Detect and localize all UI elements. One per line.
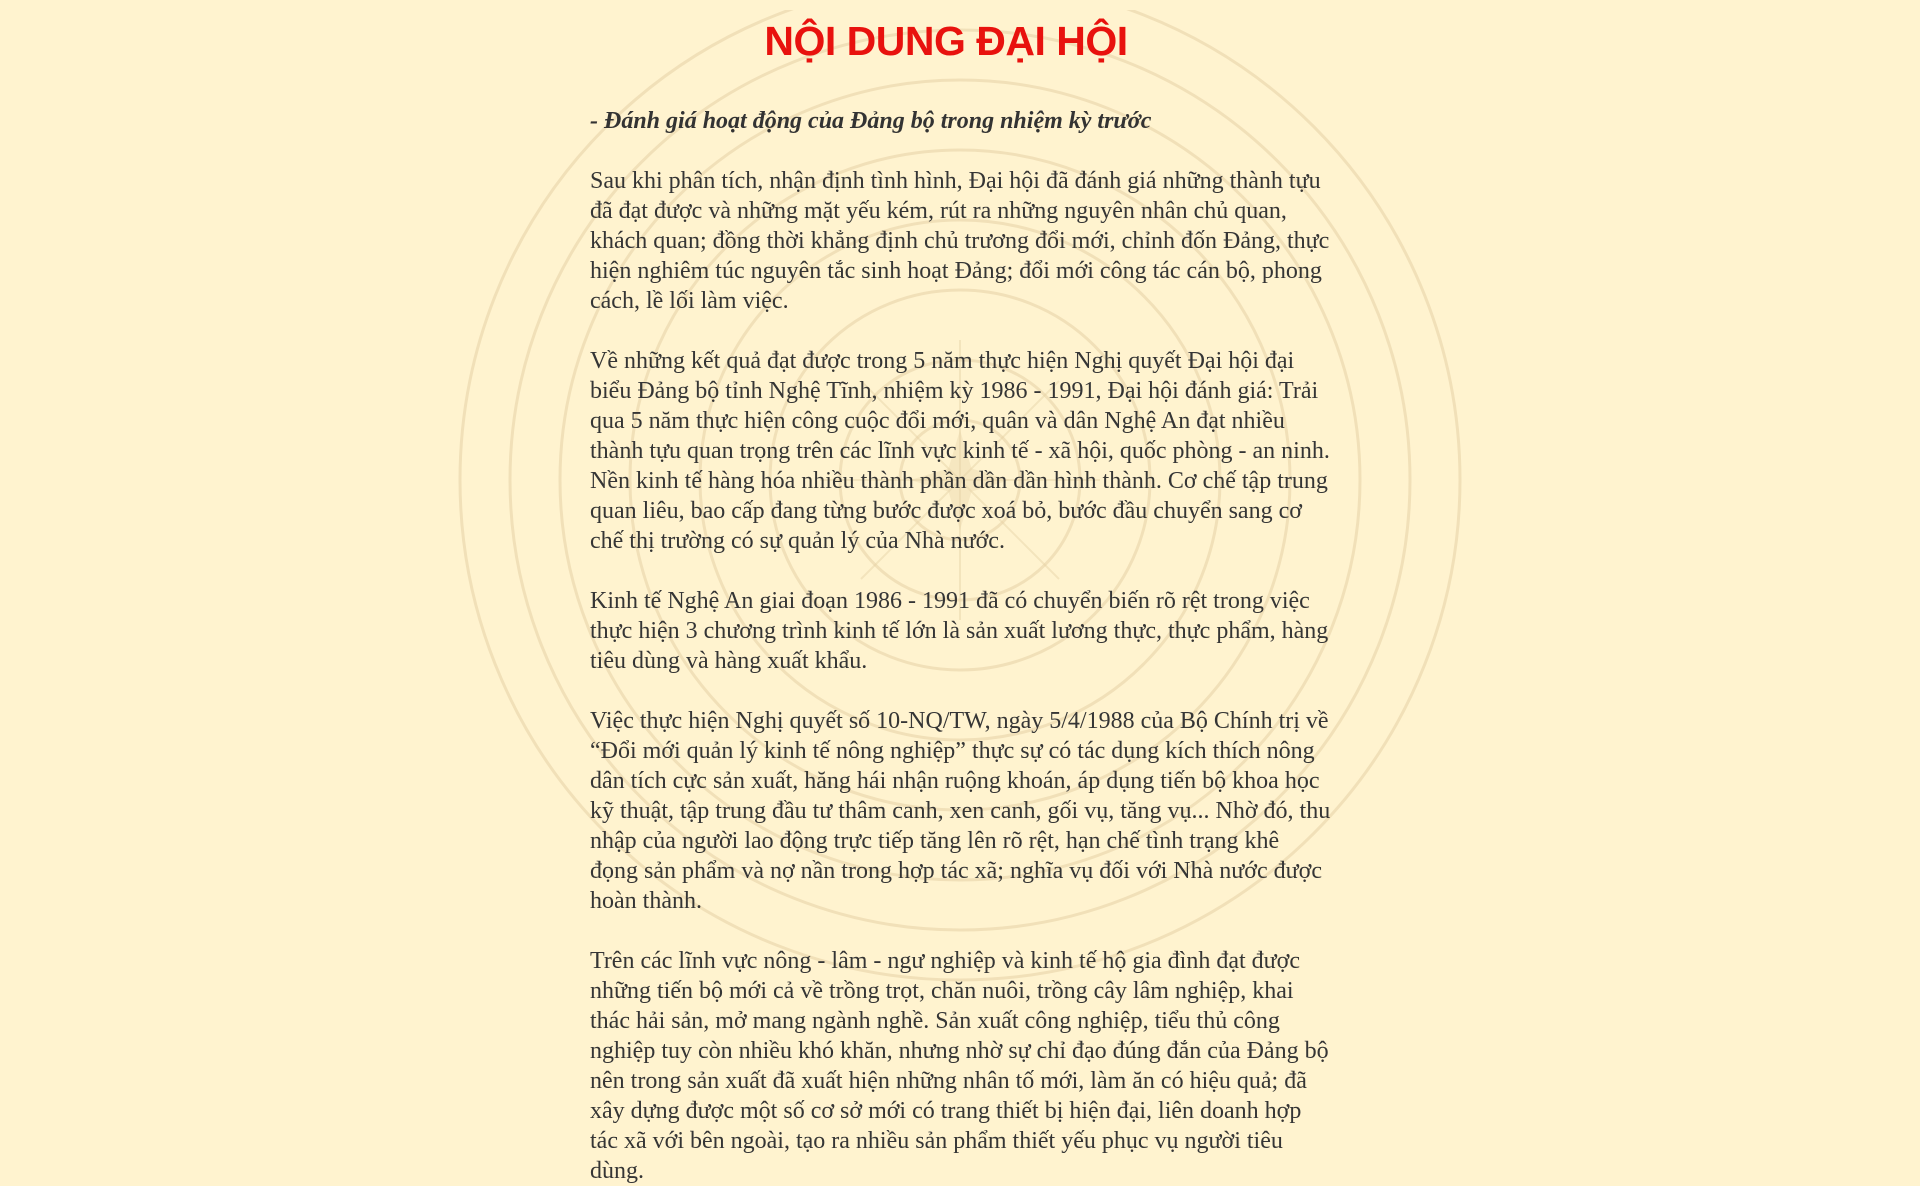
- paragraph: Việc thực hiện Nghị quyết số 10-NQ/TW, ngày 5/4/1988 của Bộ Chính trị về “Đổi mới quản lý kinh tế nông nghiệp” thực sự có tác dụng kích thích nông dân tích cực sản xuất, hăng hái nhận ruộng khoán, áp dụng tiến bộ khoa học kỹ thuật, tập trung đầu tư thâm canh, xen canh, gối vụ, tăng vụ... Nhờ đó, thu nhập của người lao động trực tiếp tăng lên rõ rệt, hạn chế tình trạng khê đọng sản phẩm và nợ nần trong hợp tác xã; nghĩa vụ đối với Nhà nước được hoàn thành.: [590, 708, 1331, 914]
- section-subheading: - Đánh giá hoạt động của Đảng bộ trong nhiệm kỳ trước: [590, 108, 1152, 134]
- paragraph: Kinh tế Nghệ An giai đoạn 1986 - 1991 đã có chuyển biến rõ rệt trong việc thực hiện 3 chương trình kinh tế lớn là sản xuất lương thực, thực phẩm, hàng tiêu dùng và hàng xuất khẩu.: [590, 588, 1329, 674]
- paragraph: Sau khi phân tích, nhận định tình hình, Đại hội đã đánh giá những thành tựu đã đạt được và những mặt yếu kém, rút ra những nguyên nhân chủ quan, khách quan; đồng thời khẳng định chủ trương đổi mới, chỉnh đốn Đảng, thực hiện nghiêm túc nguyên tắc sinh hoạt Đảng; đổi mới công tác cán bộ, phong cách, lề lối làm việc.: [590, 168, 1330, 314]
- page-title: NỘI DUNG ĐẠI HỘI: [764, 18, 1128, 64]
- article-content: [590, 0, 1332, 1186]
- paragraph: Trên các lĩnh vực nông - lâm - ngư nghiệp và kinh tế hộ gia đình đạt được những tiến bộ mới cả về trồng trọt, chăn nuôi, trồng cây lâm nghiệp, khai thác hải sản, mở mang ngành nghề. Sản xuất công nghiệp, tiểu thủ công nghiệp tuy còn nhiều khó khăn, nhưng nhờ sự chỉ đạo đúng đắn của Đảng bộ nên trong sản xuất đã xuất hiện những nhân tố mới, làm ăn có hiệu quả; đã xây dựng được một số cơ sở mới có trang thiết bị hiện đại, liên doanh hợp tác xã với bên ngoài, tạo ra nhiều sản phẩm thiết yếu phục vụ người tiêu dùng.: [590, 948, 1329, 1184]
- paragraph: Về những kết quả đạt được trong 5 năm thực hiện Nghị quyết Đại hội đại biểu Đảng bộ tỉnh Nghệ Tĩnh, nhiệm kỳ 1986 - 1991, Đại hội đánh giá: Trải qua 5 năm thực hiện công cuộc đổi mới, quân và dân Nghệ An đạt nhiều thành tựu quan trọng trên các lĩnh vực kinh tế - xã hội, quốc phòng - an ninh. Nền kinh tế hàng hóa nhiều thành phần dần dần hình thành. Cơ chế tập trung quan liêu, bao cấp đang từng bước được xoá bỏ, bước đầu chuyển sang cơ chế thị trường có sự quản lý của Nhà nước.: [590, 348, 1330, 554]
